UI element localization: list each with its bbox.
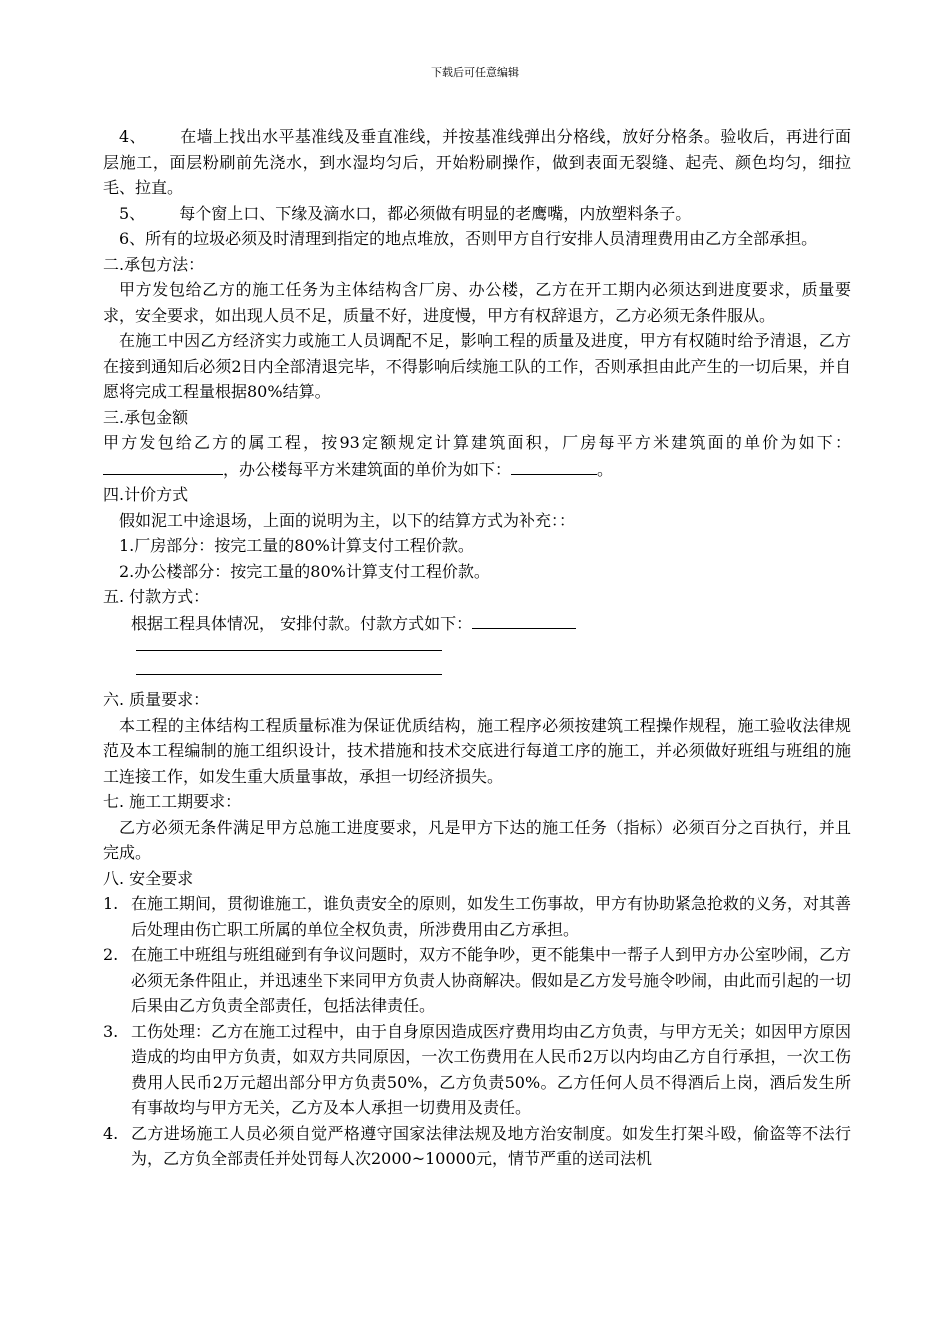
clause-5-number: 5、	[119, 203, 146, 223]
clause-4	[103, 124, 851, 201]
list-item-number: 2.	[103, 945, 119, 964]
clause-6: 6、所有的垃圾必须及时清理到指定的地点堆放，否则甲方自行安排人员清理费用由乙方全部承担。	[119, 229, 818, 248]
section-4-item-1: 1.厂房部分：按完工量的80%计算支付工程价款。	[119, 536, 474, 555]
payment-method-line-2[interactable]	[136, 674, 442, 675]
section-3-text-c: 。	[597, 459, 614, 479]
section-4-item-2: 2.办公楼部分：按完工量的80%计算支付工程价款。	[119, 561, 490, 581]
section-3-text-a: 甲方发包给乙方的属工程，按93定额规定计算建筑面积，厂房每平方米建筑面的单价为如下：	[103, 433, 851, 452]
section-7-paragraph: 乙方必须无条件满足甲方总施工进度要求，凡是甲方下达的施工任务（指标）必须百分之百执行，并且完成。	[103, 817, 851, 862]
section-5-paragraph	[103, 610, 851, 637]
section-3-paragraph	[103, 430, 851, 482]
section-4-heading: 四.计价方式	[103, 485, 189, 504]
list-item-number: 4.	[103, 1123, 119, 1143]
list-item-number: 1.	[103, 894, 119, 913]
section-6-paragraph: 本工程的主体结构工程质量标准为保证优质结构，施工程序必须按建筑工程操作规程，施工验收法律规范及本工程编制的施工组织设计，技术措施和技术交底进行每道工序的施工，并必须做好班组与班组的施工连接工作，如发生重大质量事故，承担一切经济损失。	[103, 715, 851, 786]
section-5-text: 根据工程具体情况， 安排付款。付款方式如下：	[131, 613, 473, 633]
list-item-text: 在施工中班组与班组碰到有争议问题时，双方不能争吵，更不能集中一帮子人到甲方办公室吵闹，乙方必须无条件阻止，并迅速坐下来同甲方负责人协商解决。假如是乙方发号施令吵闹，由此而引起的一切后果由乙方负责全部责任，包括法律责任。	[131, 945, 852, 1015]
list-item	[103, 891, 851, 942]
safety-requirements-list	[103, 891, 851, 1172]
section-5-heading: 五. 付款方式：	[103, 587, 210, 606]
list-item-number: 3.	[103, 1021, 119, 1041]
list-item-text: 在施工期间，贯彻谁施工，谁负责安全的原则，如发生工伤事故，甲方有协助紧急抢救的义务，对其善后处理由伤亡职工所属的单位全权负责，所涉费用由乙方承担。	[131, 894, 852, 939]
payment-method-line-1[interactable]	[136, 650, 442, 651]
section-2-heading: 二.承包方法：	[103, 254, 205, 274]
section-2-paragraph-1: 甲方发包给乙方的施工任务为主体结构含厂房、办公楼，乙方在开工期内必须达到进度要求，质量要求，安全要求，如出现人员不足，质量不好，进度慢，甲方有权辞退方，乙方必须无条件服从。	[103, 280, 851, 325]
section-7-heading: 七. 施工工期要求：	[103, 792, 242, 811]
office-unit-price-blank[interactable]	[511, 456, 597, 475]
section-6-heading: 六. 质量要求：	[103, 690, 210, 709]
clause-4-number: 4、	[119, 127, 146, 146]
list-item	[103, 942, 851, 1019]
list-item	[103, 1121, 851, 1172]
payment-method-blank[interactable]	[472, 610, 576, 629]
section-3-heading: 三.承包金额	[103, 407, 189, 427]
list-item-text: 工伤处理：乙方在施工过程中，由于自身原因造成医疗费用均由乙方负责，与甲方无关；如因甲方原因造成的均由甲方负责，如双方共同原因，一次工伤费用在人民币2万以内均由乙方自行承担，一次工伤费用人民币2万元超出部分甲方负责50%，乙方负责50%。乙方任何人员不得酒后上岗，酒后发生所有事故均与甲方无关，乙方及本人承担一切费用及责任。	[131, 1021, 852, 1117]
section-2-paragraph-2: 在施工中因乙方经济实力或施工人员调配不足，影响工程的质量及进度，甲方有权随时给予清退，乙方在接到通知后必须2日内全部清退完毕，不得影响后续施工队的工作，否则承担由此产生的一切后果，并自愿将完成工程量根据80%结算。	[103, 331, 851, 401]
clause-4-text: 在墙上找出水平基准线及垂直准线，并按基准线弹出分格线，放好分格条。验收后，再进行面层施工，面层粉刷前先浇水，到水湿均匀后，开始粉刷操作，做到表面无裂缝、起壳、颜色均匀，细拉毛、拉直。	[103, 127, 851, 197]
section-4-intro: 假如泥工中途退场，上面的说明为主，以下的结算方式为补充：：	[119, 510, 576, 530]
clause-5	[103, 201, 851, 227]
list-item-text: 乙方进场施工人员必须自觉严格遵守国家法律法规及地方治安制度。如发生打架斗殴，偷盗等不法行为，乙方负全部责任并处罚每人次2000~10000元，情节严重的送司法机	[131, 1123, 851, 1168]
factory-unit-price-blank[interactable]	[103, 456, 223, 475]
document-body	[103, 124, 851, 1172]
list-item	[103, 1019, 851, 1121]
page-header-note: 下载后可任意编辑	[431, 66, 519, 79]
section-8-heading: 八. 安全要求	[103, 868, 194, 888]
clause-5-text: 每个窗上口、下缘及滴水口，都必须做有明显的老鹰嘴，内放塑料条子。	[179, 203, 692, 223]
section-3-text-b: ，办公楼每平方米建筑面的单价为如下：	[223, 459, 512, 479]
